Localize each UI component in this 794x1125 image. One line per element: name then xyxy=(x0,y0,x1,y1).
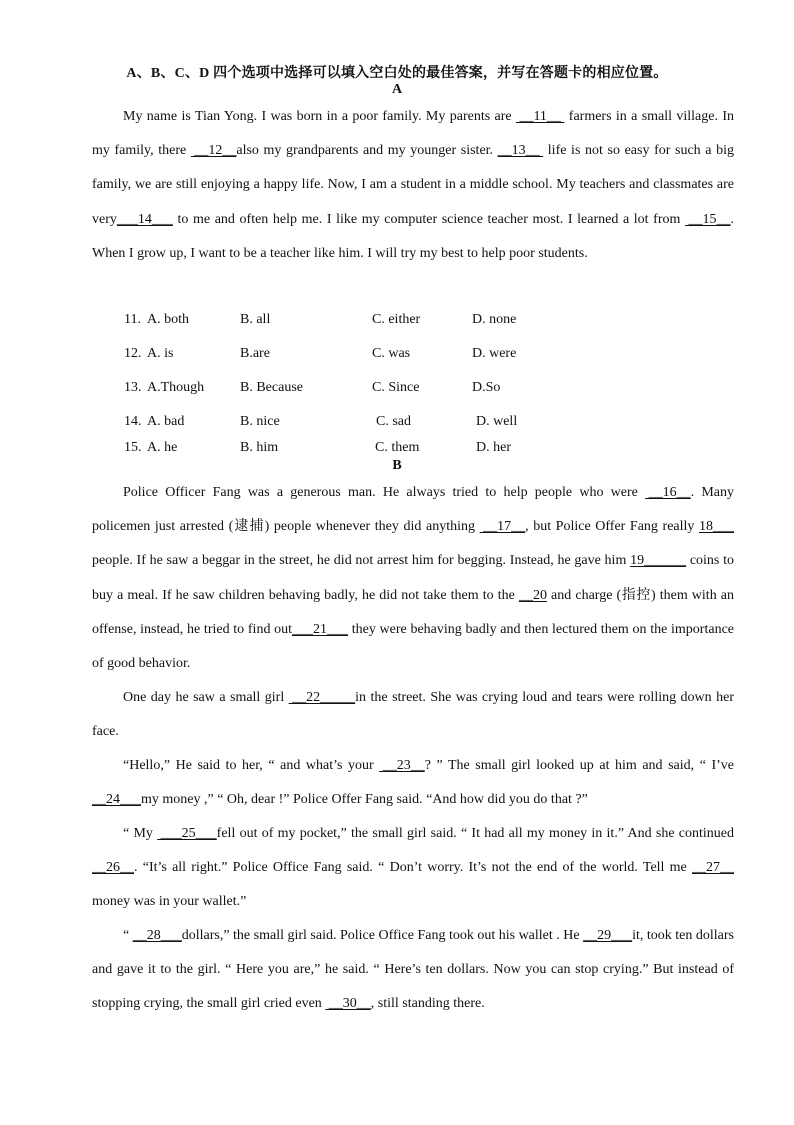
option-a: A. bad xyxy=(147,414,185,429)
option-b: B.are xyxy=(240,346,270,361)
question-number: 13. xyxy=(124,380,142,395)
passage-text: coins to buy a meal. If he saw children behaving badly, he did not take them to the xyxy=(92,553,734,603)
option-d: D. well xyxy=(476,414,518,429)
passage-text: life is not so easy for such a big family, we are still enjoying a happy life. Now, I am a student in a middle school. My teachers and classmates are very xyxy=(92,143,734,227)
passage-b-paragraph xyxy=(92,749,734,817)
answer-blank: ___25___ xyxy=(157,826,217,841)
option-a: A. is xyxy=(147,346,174,361)
passage-b-paragraph xyxy=(92,919,734,1022)
question-row xyxy=(124,346,574,380)
answer-blank: 19______ xyxy=(630,553,687,569)
instruction-text: A、B、C、D 四个选项中选择可以填入空白处的最佳答案，并写在答题卡的相应位置。 xyxy=(126,66,668,81)
passage-text: dollars,” the small girl said. Police Office Fang took out his wallet . He xyxy=(181,928,584,943)
question-number: 15. xyxy=(124,440,142,455)
passage-text: farmers in a small village. In my family, there xyxy=(92,109,734,159)
option-b: B. Because xyxy=(240,380,303,395)
answer-blank: __13__ xyxy=(497,143,544,159)
passage-text: they were behaving badly and then lectured them on the importance of good behavior. xyxy=(92,621,734,672)
passage-text: , but Police Offer Fang really xyxy=(525,519,700,535)
passage-text: “ My xyxy=(123,826,158,841)
answer-blank: 18___ xyxy=(699,519,735,535)
answer-blank: __22_____ xyxy=(288,690,356,705)
answer-blank: __15__ xyxy=(685,211,731,227)
answer-blank: __24___ xyxy=(92,792,141,808)
answer-blank: __12__ xyxy=(190,143,237,159)
passage-text: also my grandparents and my younger sister. xyxy=(236,143,498,159)
passage-text: and charge (指控) them with an offense, instead, he tried to find out xyxy=(92,587,734,637)
option-a: A. both xyxy=(147,312,189,327)
passage-text: fell out of my pocket,” the small girl said. “ It had all my money in it.” And she continued xyxy=(216,826,734,841)
passage-text: in the street. She was crying loud and tears were rolling down her face. xyxy=(92,690,734,740)
passage-b-paragraph xyxy=(92,476,734,681)
answer-blank: __23__ xyxy=(379,758,425,773)
question-row xyxy=(124,312,574,346)
option-c: C. sad xyxy=(376,414,411,429)
answer-blank: ___14___ xyxy=(116,211,173,227)
option-b: B. all xyxy=(240,312,271,327)
answer-blank: __17__ xyxy=(479,519,526,535)
option-d: D.So xyxy=(472,380,501,395)
option-a: A. he xyxy=(147,440,178,455)
passage-a xyxy=(92,100,734,271)
option-c: C. them xyxy=(375,440,420,455)
option-c: C. either xyxy=(372,312,421,327)
option-c: C. Since xyxy=(372,380,420,395)
answer-blank: __29___ xyxy=(583,928,633,943)
answer-blank: ___21___ xyxy=(292,621,349,637)
option-b: B. him xyxy=(240,440,279,455)
answer-blank: __30__ xyxy=(325,996,371,1012)
answer-blank: __11__ xyxy=(515,109,565,124)
answer-blank: __27__ xyxy=(692,860,734,876)
section-b-title: B xyxy=(392,458,402,473)
option-d: D. were xyxy=(472,346,517,361)
passage-text: my money ,” “ Oh, dear !” Police Offer Fang said. “And how did you do that ?” xyxy=(141,792,588,808)
answer-blank: __26__ xyxy=(92,860,134,876)
answer-blank: __16__ xyxy=(645,485,691,500)
passage-b-paragraph xyxy=(92,817,734,920)
passage-text: people. If he saw a beggar in the street, he did not arrest him for begging. Instead, he gave him xyxy=(92,553,631,569)
question-number: 11. xyxy=(124,312,141,327)
option-a: A.Though xyxy=(147,380,205,395)
passage-text: One day he saw a small girl xyxy=(123,690,289,705)
passage-text: to me and often help me. I like my computer science teacher most. I learned a lot from xyxy=(172,211,685,227)
passage-text: ? ” The small girl looked up at him and said, “ I’ve xyxy=(424,758,735,773)
answer-blank: __28___ xyxy=(132,928,182,943)
passage-text: “Hello,” He said to her, “ and what’s your xyxy=(123,758,380,773)
passage-text: . When I grow up, I want to be a teacher like him. I will try my best to help poor students. xyxy=(92,211,734,261)
passage-text: it, took ten dollars and gave it to the girl. “ Here you are,” he said. “ Here’s ten dollars. Now you can stop crying.” But instead of stopping crying, the small girl cried even xyxy=(92,928,734,1012)
section-a-title: A xyxy=(391,82,403,97)
answer-blank: __20 xyxy=(518,587,547,603)
option-d: D. her xyxy=(476,440,511,455)
option-c: C. was xyxy=(372,346,411,361)
passage-text: . “It’s all right.” Police Office Fang said. “ Don’t worry. It’s not the end of the world. Tell me xyxy=(134,860,692,876)
passage-text: . Many policemen just arrested (逮捕) people whenever they did anything xyxy=(92,485,734,535)
option-d: D. none xyxy=(472,312,517,327)
passage-text: Police Officer Fang was a generous man. He always tried to help people who were xyxy=(123,485,646,500)
passage-text: “ xyxy=(123,928,133,943)
passage-text: , still standing there. xyxy=(370,996,485,1012)
passage-text: My name is Tian Yong. I was born in a poor family. My parents are xyxy=(123,109,516,124)
question-number: 12. xyxy=(124,346,142,361)
passage-b-paragraph xyxy=(92,681,734,749)
passage-text: money was in your wallet.” xyxy=(92,894,247,910)
question-row xyxy=(124,380,574,414)
question-number: 14. xyxy=(124,414,142,429)
option-b: B. nice xyxy=(240,414,280,429)
